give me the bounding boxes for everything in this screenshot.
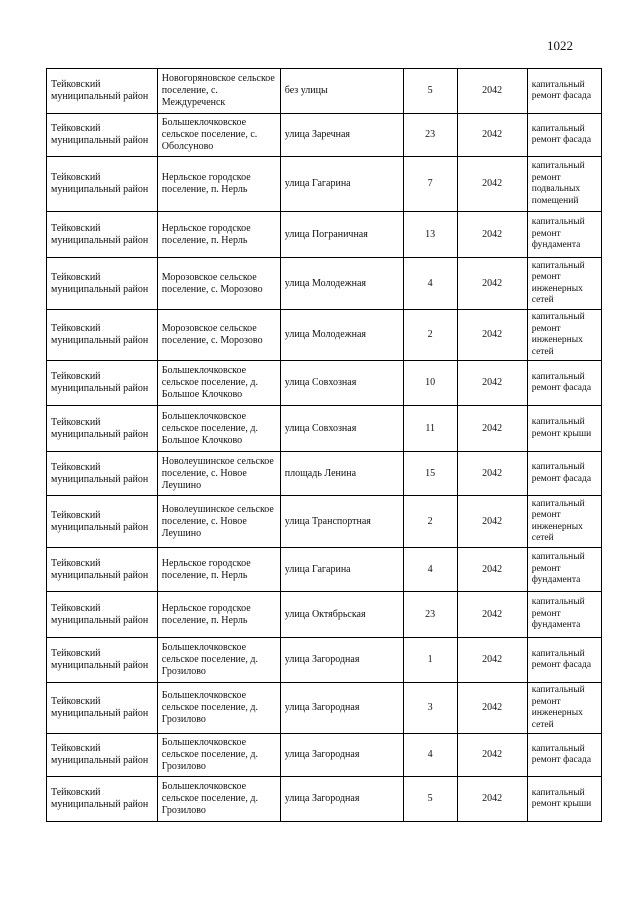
district-cell: Тейковский муниципальный район [47, 548, 158, 592]
street-cell: улица Загородная [280, 734, 403, 777]
street-cell: улица Загородная [280, 683, 403, 734]
street-cell: улица Октябрьская [280, 592, 403, 638]
district-cell: Тейковский муниципальный район [47, 452, 158, 496]
street-cell: улица Гагарина [280, 157, 403, 212]
work-type-cell: капитальный ремонт фасада [527, 452, 601, 496]
district-cell: Тейковский муниципальный район [47, 310, 158, 361]
settlement-cell: Большеклочковское сельское поселение, д. Грозилово [157, 638, 280, 683]
year-cell: 2042 [457, 548, 527, 592]
work-type-cell: капитальный ремонт фундамента [527, 592, 601, 638]
year-cell: 2042 [457, 114, 527, 157]
work-type-cell: капитальный ремонт фасада [527, 638, 601, 683]
year-cell: 2042 [457, 638, 527, 683]
district-cell: Тейковский муниципальный район [47, 212, 158, 258]
house-number-cell: 2 [403, 310, 457, 361]
settlement-cell: Нерльское городское поселение, п. Нерль [157, 157, 280, 212]
house-number-cell: 4 [403, 548, 457, 592]
work-type-cell: капитальный ремонт инженерных сетей [527, 258, 601, 310]
table-row [47, 548, 602, 592]
house-number-cell: 15 [403, 452, 457, 496]
work-type-cell: капитальный ремонт крыши [527, 777, 601, 822]
house-number-cell: 1 [403, 638, 457, 683]
table-row [47, 452, 602, 496]
year-cell: 2042 [457, 310, 527, 361]
district-cell: Тейковский муниципальный район [47, 258, 158, 310]
street-cell: площадь Ленина [280, 452, 403, 496]
year-cell: 2042 [457, 406, 527, 452]
table-row [47, 258, 602, 310]
year-cell: 2042 [457, 683, 527, 734]
district-cell: Тейковский муниципальный район [47, 406, 158, 452]
settlement-cell: Большеклочковское сельское поселение, д. Грозилово [157, 734, 280, 777]
house-number-cell: 7 [403, 157, 457, 212]
year-cell: 2042 [457, 361, 527, 406]
house-number-cell: 5 [403, 69, 457, 114]
table-row [47, 638, 602, 683]
year-cell: 2042 [457, 592, 527, 638]
year-cell: 2042 [457, 777, 527, 822]
house-number-cell: 4 [403, 258, 457, 310]
year-cell: 2042 [457, 212, 527, 258]
house-number-cell: 3 [403, 683, 457, 734]
table-row [47, 310, 602, 361]
work-type-cell: капитальный ремонт фасада [527, 361, 601, 406]
house-number-cell: 13 [403, 212, 457, 258]
year-cell: 2042 [457, 69, 527, 114]
street-cell: улица Загородная [280, 638, 403, 683]
year-cell: 2042 [457, 452, 527, 496]
year-cell: 2042 [457, 258, 527, 310]
settlement-cell: Новолеушинское сельское поселение, с. Новое Леушино [157, 452, 280, 496]
settlement-cell: Большеклочковское сельское поселение, с. Оболсуново [157, 114, 280, 157]
settlement-cell: Большеклочковское сельское поселение, д. Грозилово [157, 683, 280, 734]
district-cell: Тейковский муниципальный район [47, 638, 158, 683]
work-type-cell: капитальный ремонт фасада [527, 69, 601, 114]
table-row [47, 114, 602, 157]
table-row [47, 361, 602, 406]
housing-repair-table [46, 68, 602, 822]
settlement-cell: Большеклочковское сельское поселение, д. Большое Клочково [157, 361, 280, 406]
page-number: 1022 [547, 38, 573, 53]
house-number-cell: 10 [403, 361, 457, 406]
district-cell: Тейковский муниципальный район [47, 69, 158, 114]
district-cell: Тейковский муниципальный район [47, 592, 158, 638]
district-cell: Тейковский муниципальный район [47, 361, 158, 406]
street-cell: улица Пограничная [280, 212, 403, 258]
house-number-cell: 2 [403, 496, 457, 548]
work-type-cell: капитальный ремонт фундамента [527, 212, 601, 258]
district-cell: Тейковский муниципальный район [47, 734, 158, 777]
settlement-cell: Нерльское городское поселение, п. Нерль [157, 592, 280, 638]
table-row [47, 69, 602, 114]
work-type-cell: капитальный ремонт инженерных сетей [527, 683, 601, 734]
street-cell: улица Транспортная [280, 496, 403, 548]
work-type-cell: капитальный ремонт подвальных помещений [527, 157, 601, 212]
house-number-cell: 23 [403, 114, 457, 157]
year-cell: 2042 [457, 734, 527, 777]
house-number-cell: 4 [403, 734, 457, 777]
street-cell: улица Молодежная [280, 258, 403, 310]
work-type-cell: капитальный ремонт фундамента [527, 548, 601, 592]
settlement-cell: Большеклочковское сельское поселение, д. Грозилово [157, 777, 280, 822]
settlement-cell: Новогоряновское сельское поселение, с. Междуреченск [157, 69, 280, 114]
work-type-cell: капитальный ремонт фасада [527, 114, 601, 157]
street-cell: улица Загородная [280, 777, 403, 822]
district-cell: Тейковский муниципальный район [47, 157, 158, 212]
district-cell: Тейковский муниципальный район [47, 496, 158, 548]
table-row [47, 683, 602, 734]
house-number-cell: 11 [403, 406, 457, 452]
table-row [47, 212, 602, 258]
year-cell: 2042 [457, 496, 527, 548]
settlement-cell: Нерльское городское поселение, п. Нерль [157, 212, 280, 258]
table-row [47, 496, 602, 548]
settlement-cell: Морозовское сельское поселение, с. Морозово [157, 258, 280, 310]
house-number-cell: 23 [403, 592, 457, 638]
settlement-cell: Новолеушинское сельское поселение, с. Новое Леушино [157, 496, 280, 548]
table-body [47, 69, 602, 822]
work-type-cell: капитальный ремонт инженерных сетей [527, 496, 601, 548]
year-cell: 2042 [457, 157, 527, 212]
street-cell: улица Заречная [280, 114, 403, 157]
street-cell: улица Гагарина [280, 548, 403, 592]
house-number-cell: 5 [403, 777, 457, 822]
street-cell: улица Молодежная [280, 310, 403, 361]
district-cell: Тейковский муниципальный район [47, 683, 158, 734]
street-cell: улица Совхозная [280, 406, 403, 452]
district-cell: Тейковский муниципальный район [47, 114, 158, 157]
settlement-cell: Большеклочковское сельское поселение, д. Большое Клочково [157, 406, 280, 452]
street-cell: улица Совхозная [280, 361, 403, 406]
work-type-cell: капитальный ремонт крыши [527, 406, 601, 452]
settlement-cell: Морозовское сельское поселение, с. Морозово [157, 310, 280, 361]
table-row [47, 592, 602, 638]
work-type-cell: капитальный ремонт фасада [527, 734, 601, 777]
street-cell: без улицы [280, 69, 403, 114]
work-type-cell: капитальный ремонт инженерных сетей [527, 310, 601, 361]
table-row [47, 406, 602, 452]
district-cell: Тейковский муниципальный район [47, 777, 158, 822]
table-row [47, 157, 602, 212]
settlement-cell: Нерльское городское поселение, п. Нерль [157, 548, 280, 592]
table-row [47, 777, 602, 822]
table-row [47, 734, 602, 777]
